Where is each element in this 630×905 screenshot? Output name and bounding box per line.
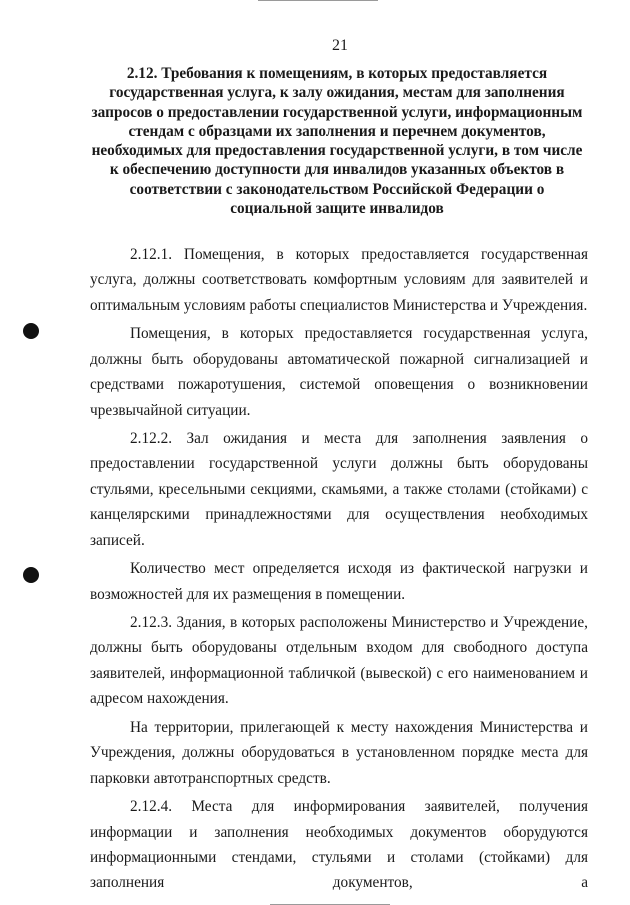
paragraph-fire-safety: Помещения, в которых предоставляется государственная услуга, должны быть оборудованы автоматической пожарной сигнализацией и средствами пожаротушения, системой оповещения о возникновении чрезвычайной ситуации. [90,325,588,419]
page-number: 21 [332,37,348,54]
paragraph-parking: На территории, прилегающей к месту нахождения Министерства и Учреждения, должны оборудоваться в установленном порядке места для парковки автотранспортных средств. [90,718,588,787]
body-text [90,242,588,896]
paragraph-2-12-3: 2.12.3. Здания, в которых расположены Министерство и Учреждение, должны быть оборудованы отдельным входом для свободного доступа заявителей, информационной табличкой (вывеской) с его наименованием и адресом нахождения. [90,614,588,708]
page-edge-line-top [258,0,378,1]
punch-hole-upper [23,323,39,339]
paragraph-2-12-1: 2.12.1. Помещения, в которых предоставляется государственная услуга, должны соответствовать комфортным условиям для заявителей и оптимальным условиям работы специалистов Министерства и Учреждения. [90,246,588,314]
paragraph-2-12-2: 2.12.2. Зал ожидания и места для заполнения заявления о предоставлении государственной услуги должны быть оборудованы стульями, кресельными секциями, скамьями, а также столами (стойками) с канцелярскими принадлежностями для осуществления необходимых записей. [90,430,588,549]
paragraph-2-12-4: 2.12.4. Места для информирования заявителей, получения информации и заполнения необходимых документов оборудуются информационными стендами, стульями и столами (стойками) для заполнения документов, а [90,798,588,892]
paragraph-seat-count: Количество мест определяется исходя из фактической нагрузки и возможностей для их размещения в помещении. [90,560,588,603]
section-heading: 2.12. Требования к помещениям, в которых предоставляется государственная услуга, к залу ожидания, местам для заполнения запросов о предоставлении государственной услуги, информационным стендам с образцами их заполнения и перечнем документов, необходимых для предоставления государственной услуги, в том числе к обеспечению доступности для инвалидов указанных объектов в соответствии с законодательством Российской Федерации о социальной защите инвалидов [91,65,583,218]
punch-hole-lower [23,567,39,583]
